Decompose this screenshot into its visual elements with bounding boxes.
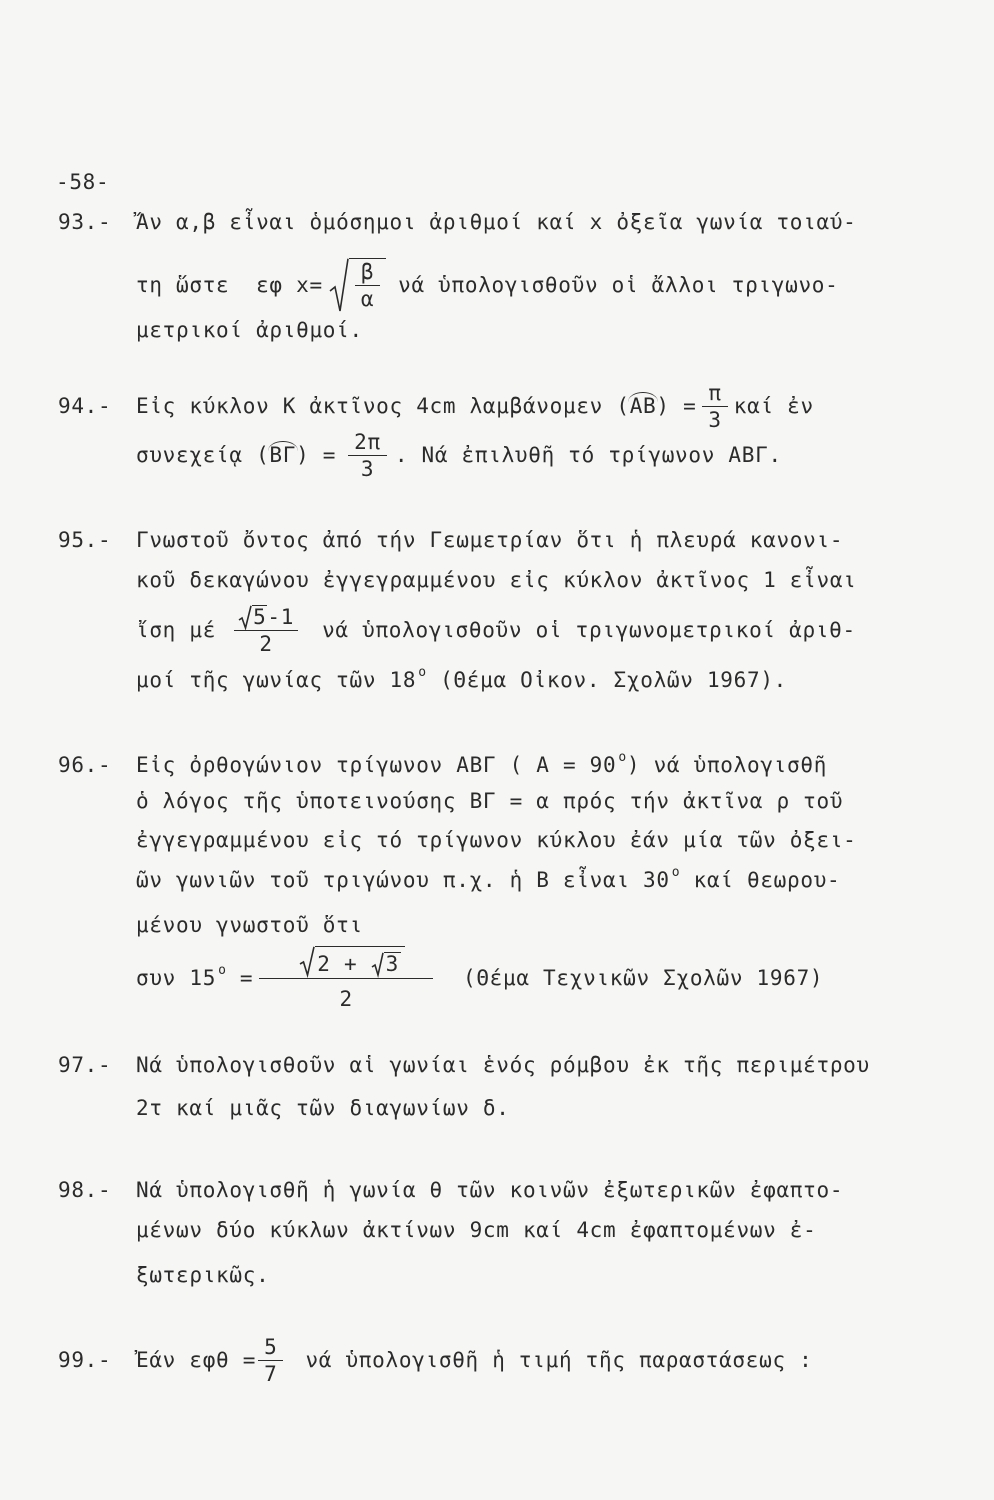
radicand [315,946,405,976]
numerator: π [702,381,727,407]
fraction-cos15 [259,946,433,1011]
numerator: 5 [258,1335,283,1361]
problem-96-line-4-start: ῶν γωνιῶν τοῦ τριγώνου π.χ. ἡ Β εἶναι 30 [136,868,670,892]
fraction-2pi-over-3 [348,430,387,481]
fraction-pi-over-3 [702,381,727,432]
fraction-sqrt5-minus-1-over-2 [234,605,298,656]
inner-square-root [371,952,401,976]
problem-96-line-1 [136,750,827,780]
square-root [329,258,386,312]
problem-95-line-4-start: μοί τῆς γωνίας τῶν 18 [136,668,417,692]
denominator: 7 [264,1361,278,1386]
problem-93-line-2-end: νά ὑπολογισθοῦν οἱ ἄλλοι τριγωνο- [398,273,839,297]
problem-93-line-3: μετρικοί ἀριθμοί. [136,318,363,342]
problem-96-line-6 [136,951,824,1011]
numerator-remainder: -1 [267,604,295,629]
denominator: 3 [360,456,375,481]
problem-94-line-2-start: συνεχείᾳ [136,443,257,467]
problem-94-number: 94.- [58,394,112,418]
numerator: 2π [348,430,387,456]
radical-sign [329,258,349,312]
problem-99-line-1-start: Ἐάν εφθ = [136,1348,257,1372]
equals-sign: = [226,966,254,990]
arc-bg: (ΒΓ) [256,440,309,470]
problem-95-line-4 [136,665,787,695]
problem-95-source: (Θέμα Οἰκον. Σχολῶν 1967). [426,668,788,692]
problem-96-number: 96.- [58,753,112,777]
denominator: 2 [339,986,353,1011]
problem-97-number: 97.- [58,1053,112,1077]
arc-ab: (ΑΒ) [616,391,669,421]
page-number: -58- [56,170,110,194]
problem-93-number: 93.- [58,210,112,234]
problem-96-line-4 [136,865,840,895]
radicand [349,258,386,312]
degree-mark: o [218,963,227,978]
problem-97-line-1: Νά ὑπολογισθοῦν αἱ γωνίαι ἑνός ρόμβου ἐκ τῆς περιμέτρου [136,1053,870,1077]
equals-sign: = [669,394,697,418]
denominator: α [360,287,375,311]
fraction-beta-over-alpha [355,260,380,311]
problem-97-line-2: 2τ καί μιᾶς τῶν διαγωνίων δ. [136,1096,510,1120]
problem-98-line-2: μένων δύο κύκλων ἀκτίνων 9cm καί 4cm ἐφαπτομένων ἐ- [136,1218,817,1242]
denominator: 3 [708,407,722,432]
problem-95-line-3-end: νά ὑπολογισθοῦν οἱ τριγωνομετρικοί ἀριθ- [322,618,856,642]
problem-95-line-1: Γνωστοῦ ὄντος ἀπό τήν Γεωμετρίαν ὅτι ἡ πλευρά κανονι- [136,528,844,552]
radical-sign [299,946,315,976]
problem-96-source: (Θέμα Τεχνικῶν Σχολῶν 1967) [463,966,824,990]
problem-98-line-1: Νά ὑπολογισθῆ ἡ γωνία θ τῶν κοινῶν ἐξωτερικῶν ἐφαπτο- [136,1178,844,1202]
problem-96-line-1-start: Εἰς ὀρθογώνιον τρίγωνον ΑΒΓ ( Α = 90 [136,753,617,777]
numerator [234,605,298,631]
problem-93-line-2 [136,260,839,311]
problem-96-line-5: μένου γνωστοῦ ὅτι [136,913,363,937]
problem-94-line-2-end: . Νά ἐπιλυθῆ τό τρίγωνον ΑΒΓ. [394,443,782,467]
problem-95-line-2: κοῦ δεκαγώνου ἐγγεγραμμένου εἰς κύκλον ἀκτῖνος 1 εἶναι [136,568,857,592]
degree-mark: o [671,865,681,880]
problem-95-number: 95.- [58,528,112,552]
problem-99-number: 99.- [58,1348,112,1372]
fraction-5-over-7 [258,1335,283,1386]
radicand-term: 2 + [317,951,371,976]
problem-95-line-3-start: ἴση μέ [136,618,217,642]
problem-96-line-1-end: ) νά ὑπολογισθῆ [626,753,828,777]
radical-sign [238,605,252,629]
problem-93-line-2-start: τη ὥστε εφ x= [136,273,323,297]
degree-mark: o [618,750,627,765]
denominator: 2 [259,631,273,656]
numerator: β [355,260,380,286]
problem-98-line-3: ξωτερικῶς. [136,1263,270,1287]
degree-mark: o [418,665,427,680]
square-root [238,605,267,629]
outer-square-root [299,946,405,976]
numerator [259,946,433,979]
problem-94-line-1 [136,380,814,432]
radical-sign [371,952,384,976]
problem-96-line-3: ἐγγεγραμμένου εἰς τό τρίγωνον κύκλου ἐάν μία τῶν ὀξει- [136,828,857,852]
problem-94-line-1-start: Εἰς κύκλον Κ ἀκτῖνος 4cm λαμβάνομεν [136,394,617,418]
radicand: 5 [253,605,267,629]
problem-98-number: 98.- [58,1178,112,1202]
problem-95-line-3 [136,604,856,656]
equals-sign: = [309,443,337,467]
problem-96-line-6-start: συν 15 [136,966,217,990]
problem-93-line-1: Ἄν α,β εἶναι ὁμόσημοι ἀριθμοί καί x ὀξεῖα γωνία τοιαύ- [136,210,857,234]
problem-94-line-1-end: καί ἐν [733,394,814,418]
inner-radicand: 3 [385,952,399,976]
problem-94-line-2 [136,429,782,481]
problem-96-line-2: ὁ λόγος τῆς ὑποτεινούσης ΒΓ = α πρός τήν ἀκτῖνα ρ τοῦ [136,789,844,813]
problem-96-line-4-end: καί θεωρου- [680,868,841,892]
problem-99-line-1 [136,1334,813,1386]
problem-99-line-1-end: νά ὑπολογισθῆ ἡ τιμή τῆς παραστάσεως : [305,1348,813,1372]
